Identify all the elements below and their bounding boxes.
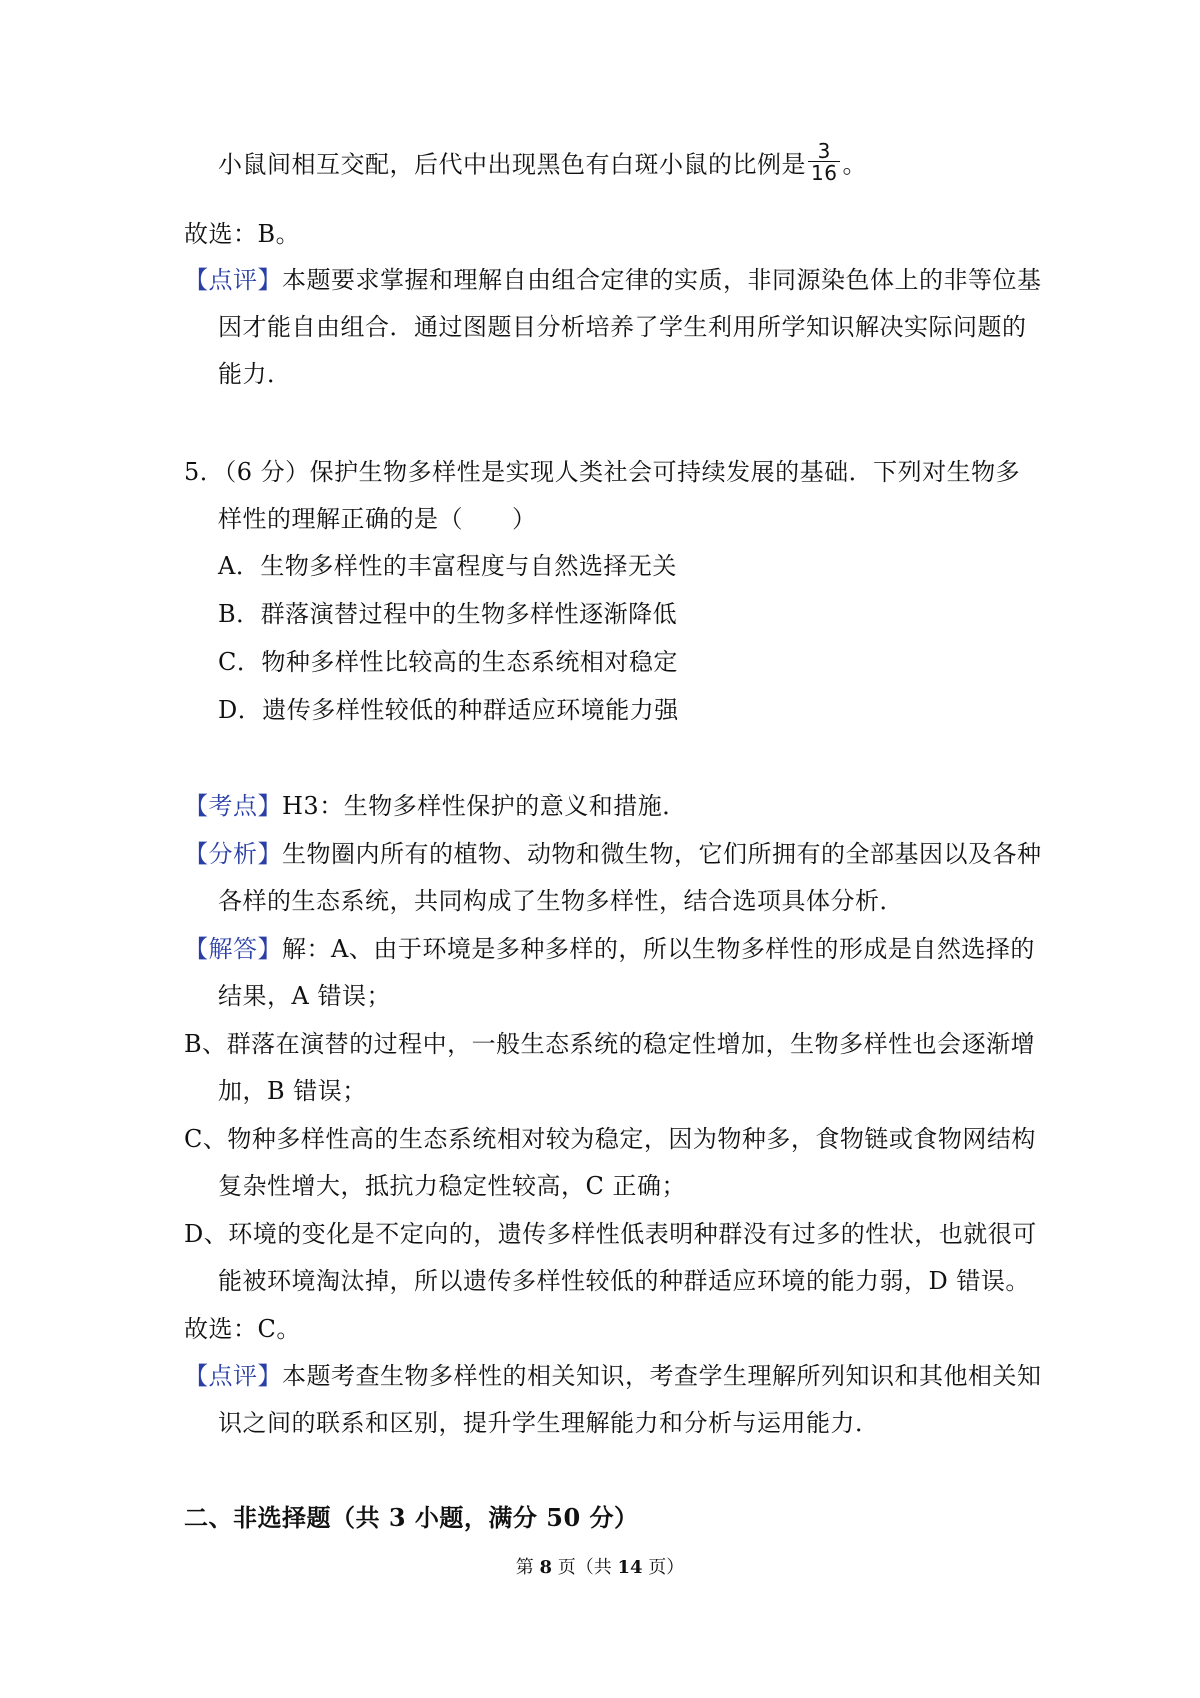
- fenxi-tag: 【分析】: [184, 840, 282, 868]
- page-footer: [0, 1556, 1200, 1580]
- footer-post: 页）: [648, 1557, 685, 1578]
- q5-option-c: C．物种多样性比较高的生态系统相对稳定: [218, 648, 678, 676]
- d-line1: D、环境的变化是不定向的，遗传多样性低表明种群没有过多的性状，也就很可: [184, 1220, 1037, 1248]
- fraction-numerator: 3: [817, 139, 831, 163]
- b-line1: B、群落在演替的过程中，一般生态系统的稳定性增加，生物多样性也会逐渐增: [184, 1030, 1036, 1058]
- jieda-line2: 结果，A 错误；: [218, 982, 391, 1010]
- kaodian-tag: 【考点】: [184, 792, 282, 820]
- kaodian-text: H3：生物多样性保护的意义和措施．: [282, 792, 687, 820]
- q5-option-b: B．群落演替过程中的生物多样性逐渐降低: [218, 600, 678, 628]
- comment-text: 本题考查生物多样性的相关知识，考查学生理解所列知识和其他相关知: [282, 1362, 1042, 1390]
- q5-stem-line1: 5．（6 分）保护生物多样性是实现人类社会可持续发展的基础．下列对生物多: [184, 458, 1021, 486]
- q5-option-d: D．遗传多样性较低的种群适应环境能力强: [218, 696, 679, 724]
- analysis-choice: 故选：C。: [184, 1315, 301, 1343]
- kaodian-line: [184, 790, 687, 822]
- fenxi-text: 生物圈内所有的植物、动物和微生物，它们所拥有的全部基因以及各种: [282, 840, 1042, 868]
- section-heading: 二、非选择题（共 3 小题，满分 50 分）: [184, 1503, 639, 1532]
- c-line2: 复杂性增大，抵抗力稳定性较高，C 正确；: [218, 1172, 686, 1200]
- analysis-comment-line1: [184, 1360, 1042, 1392]
- footer-pre: 第: [515, 1557, 534, 1578]
- jieda-tag: 【解答】: [184, 935, 282, 963]
- comment-text: 本题要求掌握和理解自由组合定律的实质，非同源染色体上的非等位基: [282, 266, 1042, 294]
- q5-option-a: A．生物多样性的丰富程度与自然选择无关: [218, 552, 677, 580]
- footer-page-number: 8: [539, 1557, 552, 1578]
- jieda-line1: [184, 933, 1035, 965]
- prev-comment-line2: 因才能自由组合．通过图题目分析培养了学生利用所学知识解决实际问题的: [218, 313, 1027, 341]
- b-line2: 加，B 错误；: [218, 1077, 367, 1105]
- fraction-denominator: 16: [808, 161, 840, 183]
- prev-answer-end: 。: [842, 150, 867, 179]
- fenxi-line2: 各样的生态系统，共同构成了生物多样性，结合选项具体分析．: [218, 887, 904, 915]
- fraction: [808, 141, 840, 183]
- comment-tag: 【点评】: [184, 1362, 282, 1390]
- prev-choice: 故选：B。: [184, 220, 301, 248]
- analysis-comment-line2: 识之间的联系和区别，提升学生理解能力和分析与运用能力．: [218, 1409, 880, 1437]
- footer-total-pages: 14: [617, 1557, 643, 1578]
- jieda-text: 解：A、由于环境是多种多样的，所以生物多样性的形成是自然选择的: [282, 935, 1035, 963]
- q5-stem-line2: 样性的理解正确的是（ ）: [218, 505, 537, 533]
- prev-comment-line3: 能力．: [218, 360, 292, 388]
- prev-answer-text: 小鼠间相互交配，后代中出现黑色有白斑小鼠的比例是: [218, 150, 806, 179]
- footer-mid: 页（共: [557, 1557, 612, 1578]
- comment-tag: 【点评】: [184, 266, 282, 294]
- prev-answer-line: [218, 139, 867, 187]
- prev-comment-line1: [184, 264, 1042, 296]
- c-line1: C、物种多样性高的生态系统相对较为稳定，因为物种多，食物链或食物网结构: [184, 1125, 1036, 1153]
- d-line2: 能被环境淘汰掉，所以遗传多样性较低的种群适应环境的能力弱，D 错误。: [218, 1267, 1030, 1295]
- fenxi-line1: [184, 838, 1042, 870]
